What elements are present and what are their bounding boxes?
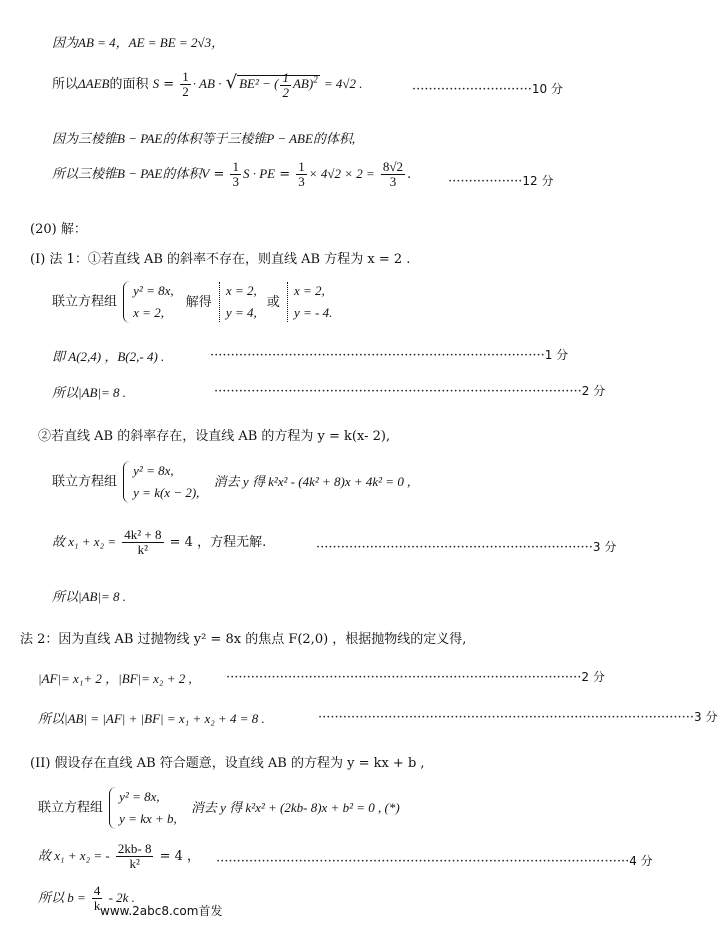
text-p8: 所以|AB|= 8 .	[52, 589, 127, 604]
line-area: 所以ΔAEB的面积 S = $\frac{1}{2}$ · AB · √ BE² − ( $\frac{1}{2}$ AB)$^2$ = 4√2 .	[52, 69, 363, 100]
score-label: 1 分	[544, 348, 569, 362]
leader-dots: ·························································································	[214, 384, 582, 399]
text-line-4-tail: × 4√2 × 2 =	[308, 166, 375, 181]
fraction-half: $\frac{1}{2}$	[182, 69, 189, 99]
watermark	[100, 902, 222, 919]
text-p7-tail: = 4 ，方程无解.	[169, 535, 267, 550]
watermark-text: www.2abc8.com首发	[100, 904, 223, 918]
line-system-3	[38, 786, 400, 830]
score-label: 3 分	[592, 540, 617, 554]
text-line-1: 因为AB = 4，AE = BE = 2√3，	[52, 35, 225, 50]
text-q2-2-tail: 消去 y 得 k²x² + (2kb- 8)x + b² = 0 , (*)	[190, 799, 400, 815]
score-line-3b	[318, 708, 718, 725]
score-label: 4 分	[629, 854, 653, 868]
leader-dots: ·····························	[412, 82, 532, 97]
text-p3: 即 A(2,4) ，B(2,- 4) .	[52, 349, 165, 364]
leader-dots: ····································································································	[216, 854, 630, 869]
text-q2-1: (II) 假设存在直线 AB 符合题意，设直线 AB 的方程为 y = kx + b ,	[30, 756, 425, 771]
text-s: S	[152, 76, 160, 91]
line-af-bf	[38, 668, 192, 687]
score-line-2	[214, 382, 605, 399]
leader-dots: ··················	[448, 174, 523, 189]
text-line-4-prefix: 所以三棱锥B − PAE的体积V	[52, 166, 210, 181]
leader-dots: ···························································································	[318, 710, 695, 725]
line-volume: 所以三棱锥B − PAE的体积V = $\frac{1}{3}$ S · PE = $\frac{1}{3}$ × 4√2 × 2 = $\frac{8√2}{3}$ .	[52, 159, 412, 189]
text-q2-4-prefix: 所以 b =	[38, 890, 86, 905]
text-area-result: = 4√2 .	[323, 76, 363, 91]
fraction-third: $\frac{1}{3}$	[232, 159, 239, 189]
leader-dots: ······················································································	[226, 670, 582, 685]
fraction-sum: $\frac{\text{4k² + 8}}{\text{k²}}$	[124, 527, 162, 557]
line-p1	[30, 248, 410, 267]
text-p4: 所以|AB|= 8 .	[52, 385, 127, 400]
score-label: 3 分	[694, 710, 718, 724]
text-q2-4-tail: - 2k .	[108, 890, 135, 905]
question-20-header	[30, 218, 87, 237]
text-f2-2: |AF|= x₁+ 2 ，|BF|= x₂ + 2 ,	[38, 671, 192, 686]
score-line-10	[412, 80, 563, 97]
line-ab-8-b	[52, 586, 126, 605]
equation-system-1: y² = 8x, x = 2,	[123, 280, 173, 324]
text-ab-mult: · AB ·	[192, 76, 222, 91]
equation-system-2: y² = 8x, y = k(x − 2),	[123, 460, 199, 504]
leader-dots: ·················································································	[210, 348, 545, 363]
fraction-sum-2: $\frac{2kb- 8}{\text{k²}}$	[117, 841, 152, 871]
line-volume-equal	[52, 128, 355, 147]
text-line-4-mid: S · PE	[242, 166, 276, 181]
text-p6-tail: 消去 y 得 k²x² - (4k² + 8)x + 4k² = 0 ,	[213, 473, 411, 489]
text-line-3: 因为三棱锥B − PAE的体积等于三棱锥P − ABE的体积,	[52, 131, 356, 146]
line-sum-2	[38, 842, 200, 871]
score-label: 2 分	[581, 384, 606, 398]
text-jiede: 解得	[185, 294, 212, 310]
text-huo: 或	[266, 294, 280, 310]
text-q2-3-prefix: 故 x₁ + x₂ = -	[38, 848, 110, 863]
fraction-third-2: $\frac{1}{3}$	[298, 159, 305, 189]
line-p5	[38, 425, 390, 444]
text-p2-prefix: 联立方程组	[52, 294, 118, 310]
text-q2-2-prefix: 联立方程组	[38, 800, 104, 816]
text-q2-3-tail: = 4 ，	[159, 849, 201, 864]
text-p6-prefix: 联立方程组	[52, 474, 118, 490]
line-system-1	[52, 280, 332, 324]
text-p1: (I) 法 1：①若直线 AB 的斜率不存在，则直线 AB 方程为 x = 2 .	[30, 252, 411, 267]
line-sum	[52, 528, 266, 557]
line-points	[52, 346, 164, 365]
text-f2-3: 所以|AB| = |AF| + |BF| = x₁ + x₂ + 4 = 8 .	[38, 711, 265, 726]
score-line-12	[448, 172, 553, 189]
fraction-b: $\frac{4}{k}$	[93, 883, 101, 913]
line-ab-8	[52, 382, 126, 401]
text-p7-prefix: 故 x₁ + x₂ =	[52, 534, 117, 549]
line-ab-sum	[38, 708, 265, 727]
score-line-2b	[226, 668, 605, 685]
sqrt-expression: BE² − ( $\frac{1}{2}$ AB)$^2$	[239, 69, 318, 100]
line-part-2	[30, 752, 425, 771]
text-triangle: ΔAEB	[78, 76, 110, 91]
score-label: 10 分	[531, 82, 563, 96]
score-label: 2 分	[581, 670, 605, 684]
score-label: 12 分	[522, 174, 554, 188]
fraction-volume: $\frac{8√2}{3}$	[382, 159, 404, 189]
equation-system-3: y² = 8x, y = kx + b,	[109, 786, 177, 830]
fraction-half-inner: $\frac{1}{2}$	[282, 69, 289, 100]
text-f2-1: 法 2：因为直线 AB 过抛物线 y² = 8x 的焦点 F(2,0) ，根据抛物线的定义得,	[20, 632, 467, 647]
text-line-2-prefix: 所以	[52, 77, 79, 92]
score-line-3	[316, 538, 616, 555]
line-system-2	[52, 460, 410, 504]
score-line-1	[210, 346, 568, 363]
solution-2: x = 2, y = - 4.	[284, 280, 332, 324]
solution-1: x = 2, y = 4,	[216, 280, 257, 324]
line-ab-ae-be	[52, 32, 224, 51]
line-method-2	[20, 628, 466, 647]
leader-dots: ···································································	[316, 540, 593, 555]
text-p5: ②若直线 AB 的斜率存在，设直线 AB 的方程为 y = k(x- 2),	[38, 429, 391, 444]
text-q20: (20) 解：	[30, 222, 87, 237]
text-line-4-end: .	[407, 167, 412, 182]
text-line-2-text: 的面积	[109, 77, 149, 92]
score-line-4	[216, 852, 653, 869]
